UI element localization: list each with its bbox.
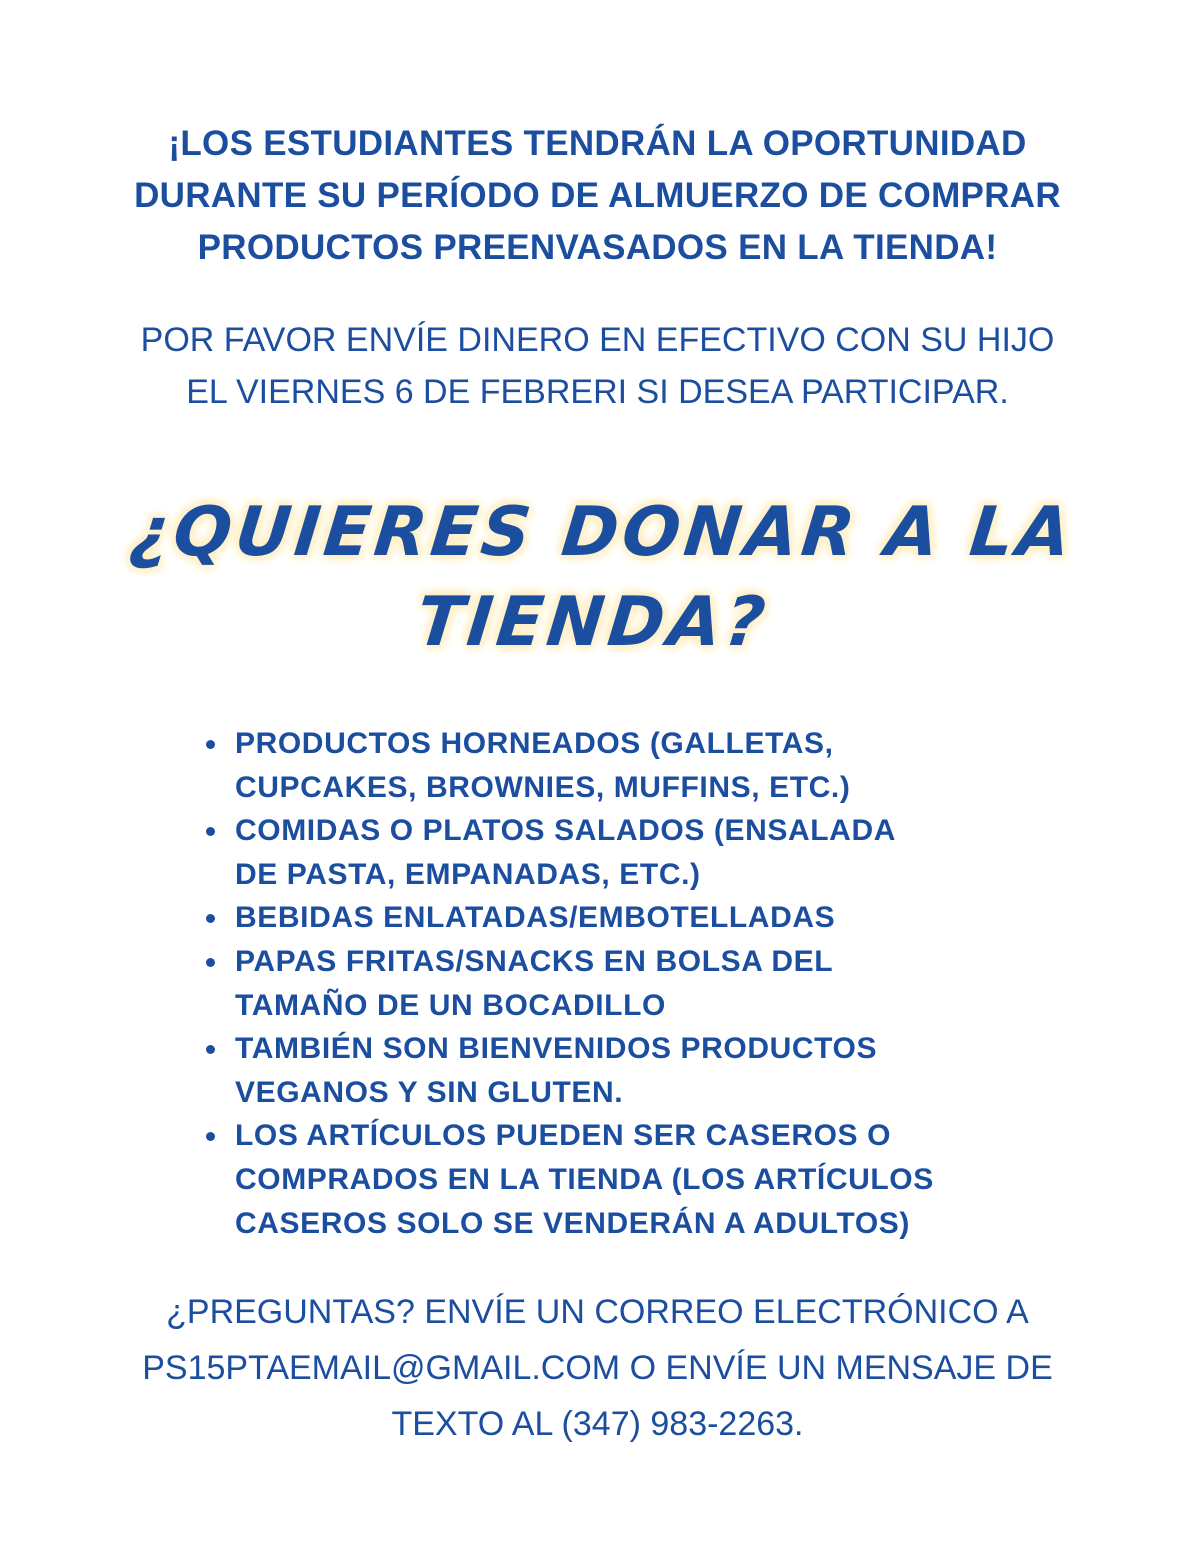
list-item-text: COMIDAS O PLATOS SALADOS (ENSALADA xyxy=(235,814,896,848)
list-item-text: LOS ARTÍCULOS PUEDEN SER CASEROS O xyxy=(235,1119,892,1153)
list-item xyxy=(200,1114,1080,1245)
intro-announcement xyxy=(0,118,1195,274)
list-item-text: PRODUCTOS HORNEADOS (GALLETAS, xyxy=(235,727,834,760)
contact-line: ¿PREGUNTAS? ENVÍE UN CORREO ELECTRÓNICO A xyxy=(166,1293,1029,1331)
list-item-text: TAMBIÉN SON BIENVENIDOS PRODUCTOS xyxy=(235,1032,878,1066)
list-item-text: CASEROS SOLO SE VENDERÁN A ADULTOS) xyxy=(235,1206,910,1240)
headline-line: ¿QUIERES DONAR A LA xyxy=(126,493,1079,572)
intro-line: DURANTE SU PERÍODO DE ALMUERZO DE COMPRAR xyxy=(134,176,1061,215)
contact-info xyxy=(0,1284,1195,1452)
bullet-icon xyxy=(206,740,215,749)
list-item-text: BEBIDAS ENLATADAS/EMBOTELLADAS xyxy=(235,901,836,935)
list-item xyxy=(200,896,1080,940)
list-item-text: COMPRADOS EN LA TIENDA (LOS ARTÍCULOS xyxy=(235,1162,934,1196)
list-item-text: VEGANOS Y SIN GLUTEN. xyxy=(235,1075,624,1109)
list-item xyxy=(200,940,1080,1027)
list-item xyxy=(200,809,1080,896)
bullet-icon xyxy=(206,1045,215,1054)
donation-headline xyxy=(0,488,1195,668)
payment-line: POR FAVOR ENVÍE DINERO EN EFECTIVO CON SU HIJO xyxy=(140,321,1055,359)
list-item-text: DE PASTA, EMPANADAS, ETC.) xyxy=(235,857,701,891)
bullet-icon xyxy=(206,958,215,967)
bullet-icon xyxy=(206,827,215,836)
list-item-text: CUPCAKES, BROWNIES, MUFFINS, ETC.) xyxy=(235,770,851,804)
list-item-text: PAPAS FRITAS/SNACKS EN BOLSA DEL xyxy=(235,944,834,978)
bullet-icon xyxy=(206,1132,215,1141)
payment-line: EL VIERNES 6 DE FEBRERI SI DESEA PARTICIPAR. xyxy=(186,373,1009,411)
contact-line: TEXTO AL (347) 983-2263. xyxy=(391,1405,804,1443)
contact-line: PS15PTAEMAIL@GMAIL.COM O ENVÍE UN MENSAJE DE xyxy=(142,1349,1053,1387)
list-item xyxy=(200,722,1080,809)
headline-line: TIENDA? xyxy=(412,583,773,662)
donation-items-list xyxy=(200,722,1080,1245)
payment-instructions xyxy=(0,314,1195,418)
list-item xyxy=(200,1027,1080,1114)
intro-line: ¡LOS ESTUDIANTES TENDRÁN LA OPORTUNIDAD xyxy=(168,124,1027,163)
list-item-text: TAMAÑO DE UN BOCADILLO xyxy=(235,988,666,1022)
intro-line: PRODUCTOS PREENVASADOS EN LA TIENDA! xyxy=(197,228,998,267)
bullet-icon xyxy=(206,914,215,923)
